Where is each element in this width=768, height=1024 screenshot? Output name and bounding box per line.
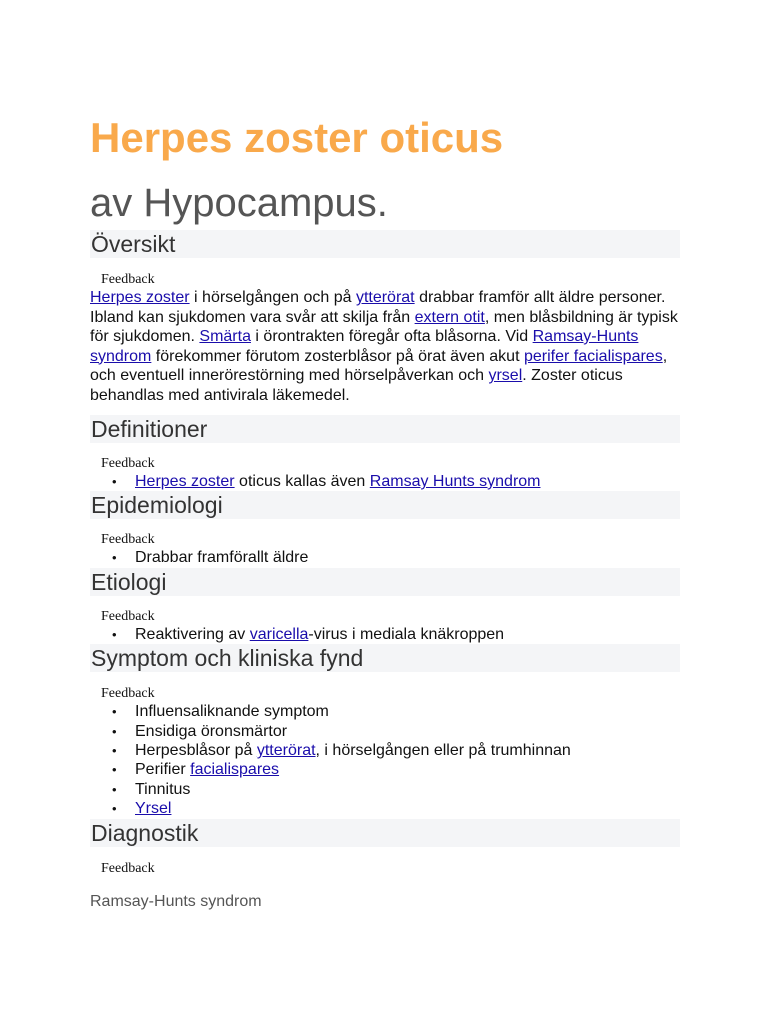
inline-link-extern-otit[interactable]: extern otit [414,308,485,326]
document-title: Herpes zoster oticus [90,114,504,161]
link-facialispares[interactable]: facialispares [190,761,280,779]
overview-paragraph: Herpes zoster i hörselgången och på ytterörat drabbar framför allt äldre personer. Ibland kan sjukdomen vara svår att skilja från extern otit, men blåsbildning är typisk för sjukdomen. Smärta i örontrakten föregår ofta blåsorna. Vid Ramsay-Hunts syndrom förekommer förutom zosterblåsor på örat även akut perifer facialispares, och eventuell innerörestörning med hörselpåverkan och yrsel. Zoster oticus behandlas med antivirala läkemedel. [90,289,678,404]
diagnostics-subheading: Ramsay-Hunts syndrom [90,892,262,910]
inline-link-perifer-facialispares[interactable]: perifer facialispares [523,347,663,365]
inline-link-smärta[interactable]: Smärta [199,328,251,345]
document-author: av Hypocampus. [90,181,388,225]
list-item [90,799,680,818]
list-item: • Ensidiga öronsmärtor [90,722,680,741]
list-item: • Perifier facialispares [90,760,680,779]
list-item: • Herpesblåsor på ytterörat, i hörselgången eller på trumhinnan [90,741,680,760]
list-item: • Influensaliknande symptom [90,702,680,721]
list-item: • Herpes zoster oticus kallas även Ramsay Hunts syndrom [90,472,680,491]
section-heading-diagnostik: Diagnostik [90,819,680,847]
feedback-link[interactable]: Feedback [101,272,155,287]
symptoms-list [90,702,680,818]
link-yrsel[interactable]: Yrsel [135,800,172,818]
etiology-list [90,625,680,644]
feedback-link[interactable]: Feedback [101,456,155,471]
feedback-link[interactable]: Feedback [101,860,155,876]
list-item: • Tinnitus [90,780,680,799]
feedback-link[interactable]: Feedback [101,532,155,548]
section-heading-epidemiologi: Epidemiologi [90,491,680,519]
section-heading-symptom: Symptom och kliniska fynd [90,644,680,672]
inline-link-ramsay-hunts-syndrom[interactable]: Ramsay-Hunts syndrom [90,328,639,365]
section-heading-oversikt: Översikt [90,230,680,258]
list-item: • Drabbar framförallt äldre [90,548,680,567]
inline-link-yrsel[interactable]: yrsel [488,367,523,384]
feedback-link[interactable]: Feedback [101,608,155,624]
section-heading-etiologi: Etiologi [90,568,680,596]
link-ytterorat[interactable]: ytterörat [256,742,316,760]
feedback-link[interactable]: Feedback [101,686,155,702]
epidemiology-list [90,548,680,567]
inline-link-ytterörat[interactable]: ytterörat [355,289,415,306]
section-heading-definitioner: Definitioner [90,415,680,443]
link-ramsay-hunts-syndrom[interactable]: Ramsay Hunts syndrom [369,473,541,490]
link-varicella[interactable]: varicella [249,625,309,643]
list-item: • Reaktivering av varicella-virus i mediala knäkroppen [90,625,680,644]
link-herpes-zoster[interactable]: Herpes zoster [135,473,235,490]
definitions-list [90,472,680,491]
inline-link-herpes-zoster[interactable]: Herpes zoster [90,289,190,306]
